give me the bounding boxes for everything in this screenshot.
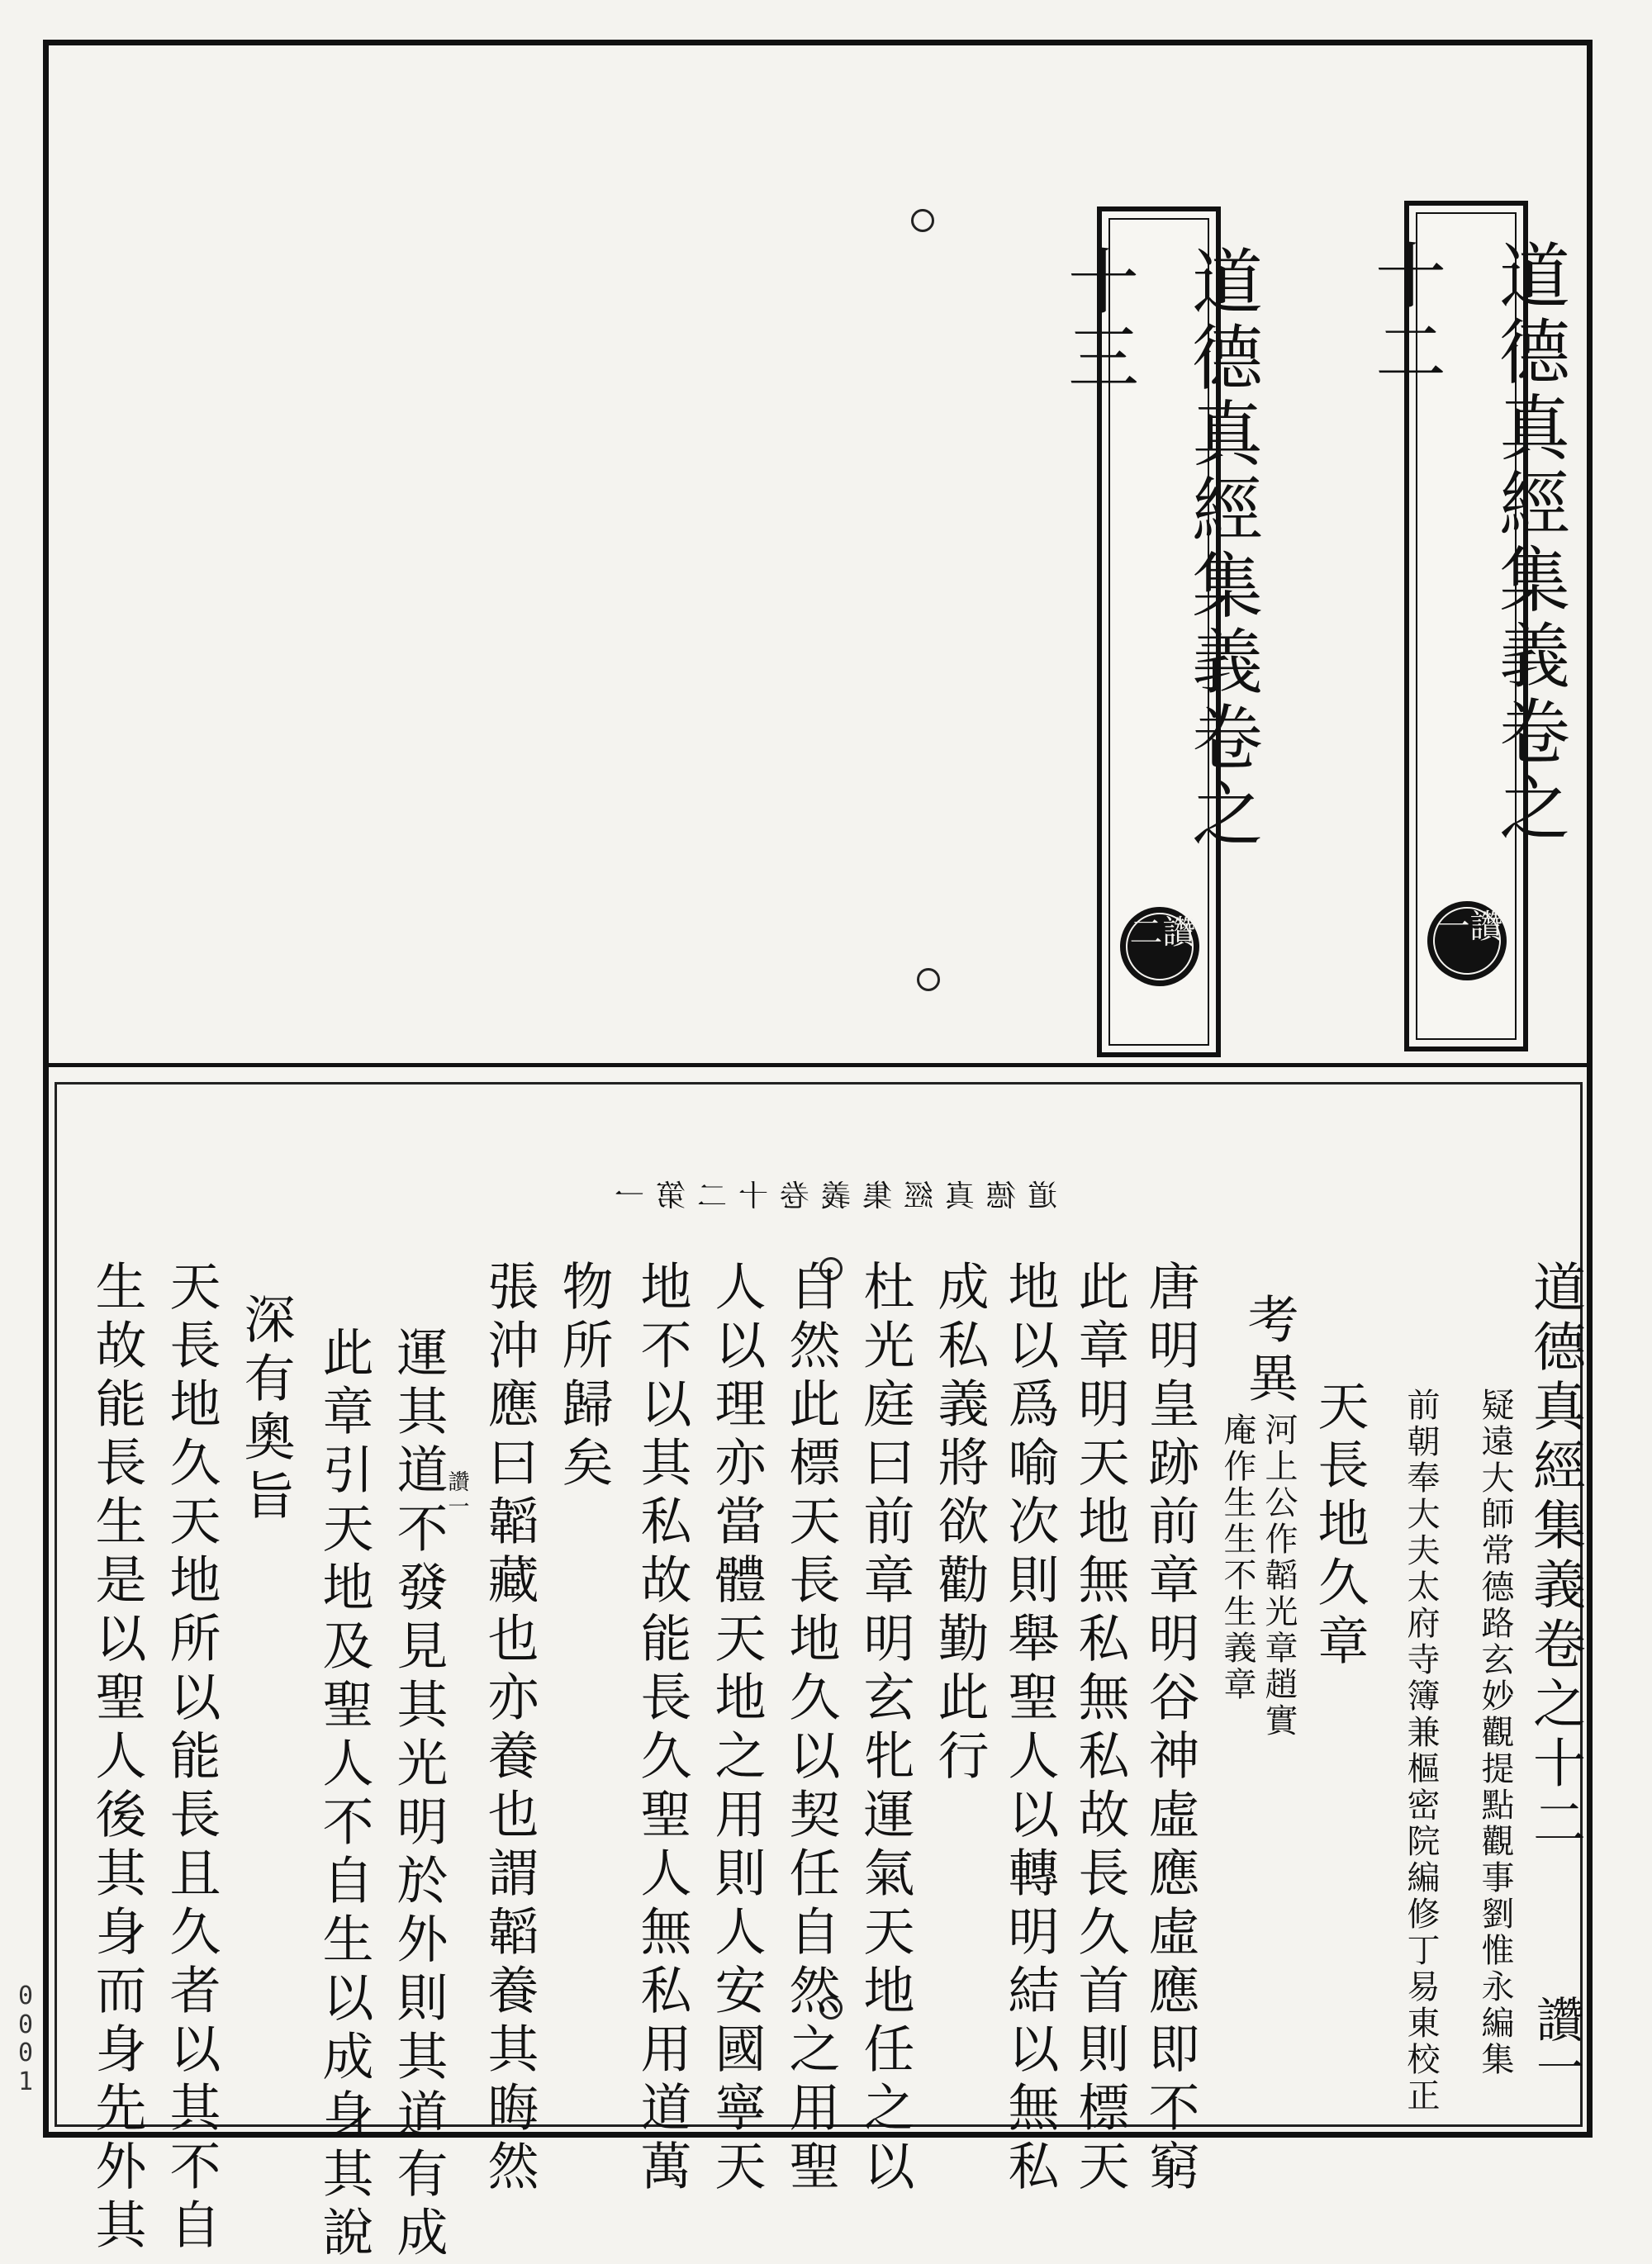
page-number-digit: 1 xyxy=(18,2067,34,2096)
circle-mark xyxy=(911,209,934,232)
circle-mark xyxy=(917,968,940,991)
page-number-digit: 0 xyxy=(18,2039,34,2067)
seal-left-text: 讚二 xyxy=(1126,913,1194,980)
text-column: 張沖應曰韜藏也亦養也謂韜養其晦然 xyxy=(479,1260,539,2198)
kao-yi-label: 考異 xyxy=(1239,1293,1299,1410)
text-column: 物所歸矣 xyxy=(553,1260,614,1494)
title-tag: 讚一 xyxy=(1528,1995,1584,2091)
title-slip-left xyxy=(1056,206,1262,1057)
title-slip-right xyxy=(1363,201,1569,1051)
text-column: 天長地久天地所以能長且久者以其不自 xyxy=(161,1260,221,2257)
text-column: 此章明天地無私無私故長久首則標天 xyxy=(1070,1260,1130,2198)
seal-right-text: 讚一 xyxy=(1433,907,1501,975)
text-column: 生故能長生是以聖人後其身而身先外其 xyxy=(87,1260,147,2257)
text-column: 杜光庭曰前章明玄牝運氣天地任之以 xyxy=(855,1260,915,2198)
page-number xyxy=(18,1982,33,2096)
margin-note: 讚一 xyxy=(444,1470,469,1520)
editor-line: 前朝奉大夫太府寺簿兼樞密院編修丁易東校正 xyxy=(1402,1388,1440,2114)
title-slip-left-text: 道德真經集義卷之十三 xyxy=(1056,244,1262,852)
chapter-heading: 天長地久章 xyxy=(1309,1379,1370,1673)
text-column: 成私義將欲勸勤此行 xyxy=(929,1260,990,1787)
text-column: 地以爲喻次則舉聖人以轉明結以無私 xyxy=(999,1260,1060,2198)
chapter-title: 道德真經集義卷之十二 xyxy=(1524,1260,1585,1854)
seal-right xyxy=(1427,901,1507,980)
compiler-line: 疑遠大師常德路玄妙觀提點觀事劉惟永編集 xyxy=(1476,1388,1514,2078)
text-column: 地不以其私故能長久聖人無私用道萬 xyxy=(632,1260,692,2198)
text-column: 深有奧旨 xyxy=(235,1293,296,1527)
kao-yi-note: 庵作生生不生義章 xyxy=(1218,1412,1256,1703)
running-head xyxy=(603,1173,1057,1215)
text-column: 自然此標天長地久以契任自然之用聖 xyxy=(781,1260,841,2198)
page-number-digit: 0 xyxy=(18,1982,34,2010)
running-head-text: 道德真經集義卷十二第一 xyxy=(603,1179,1058,1213)
text-column: 此章引天地及聖人不自生以成身其說 xyxy=(314,1326,374,2264)
page-number-digit: 0 xyxy=(18,2010,34,2039)
seal-left xyxy=(1120,907,1199,986)
section-divider xyxy=(43,1063,1593,1067)
kao-yi-note: 河上公作韜光章趙實 xyxy=(1260,1412,1298,1740)
text-column: 唐明皇跡前章明谷神虛應虛應即不窮 xyxy=(1140,1260,1200,2198)
text-column: 人以理亦當體天地之用則人安國寧天 xyxy=(706,1260,767,2198)
title-slip-right-text: 道德真經集義卷之十二 xyxy=(1363,239,1569,847)
text-column: 運其道不發見其光明於外則其道有成 xyxy=(388,1326,449,2264)
